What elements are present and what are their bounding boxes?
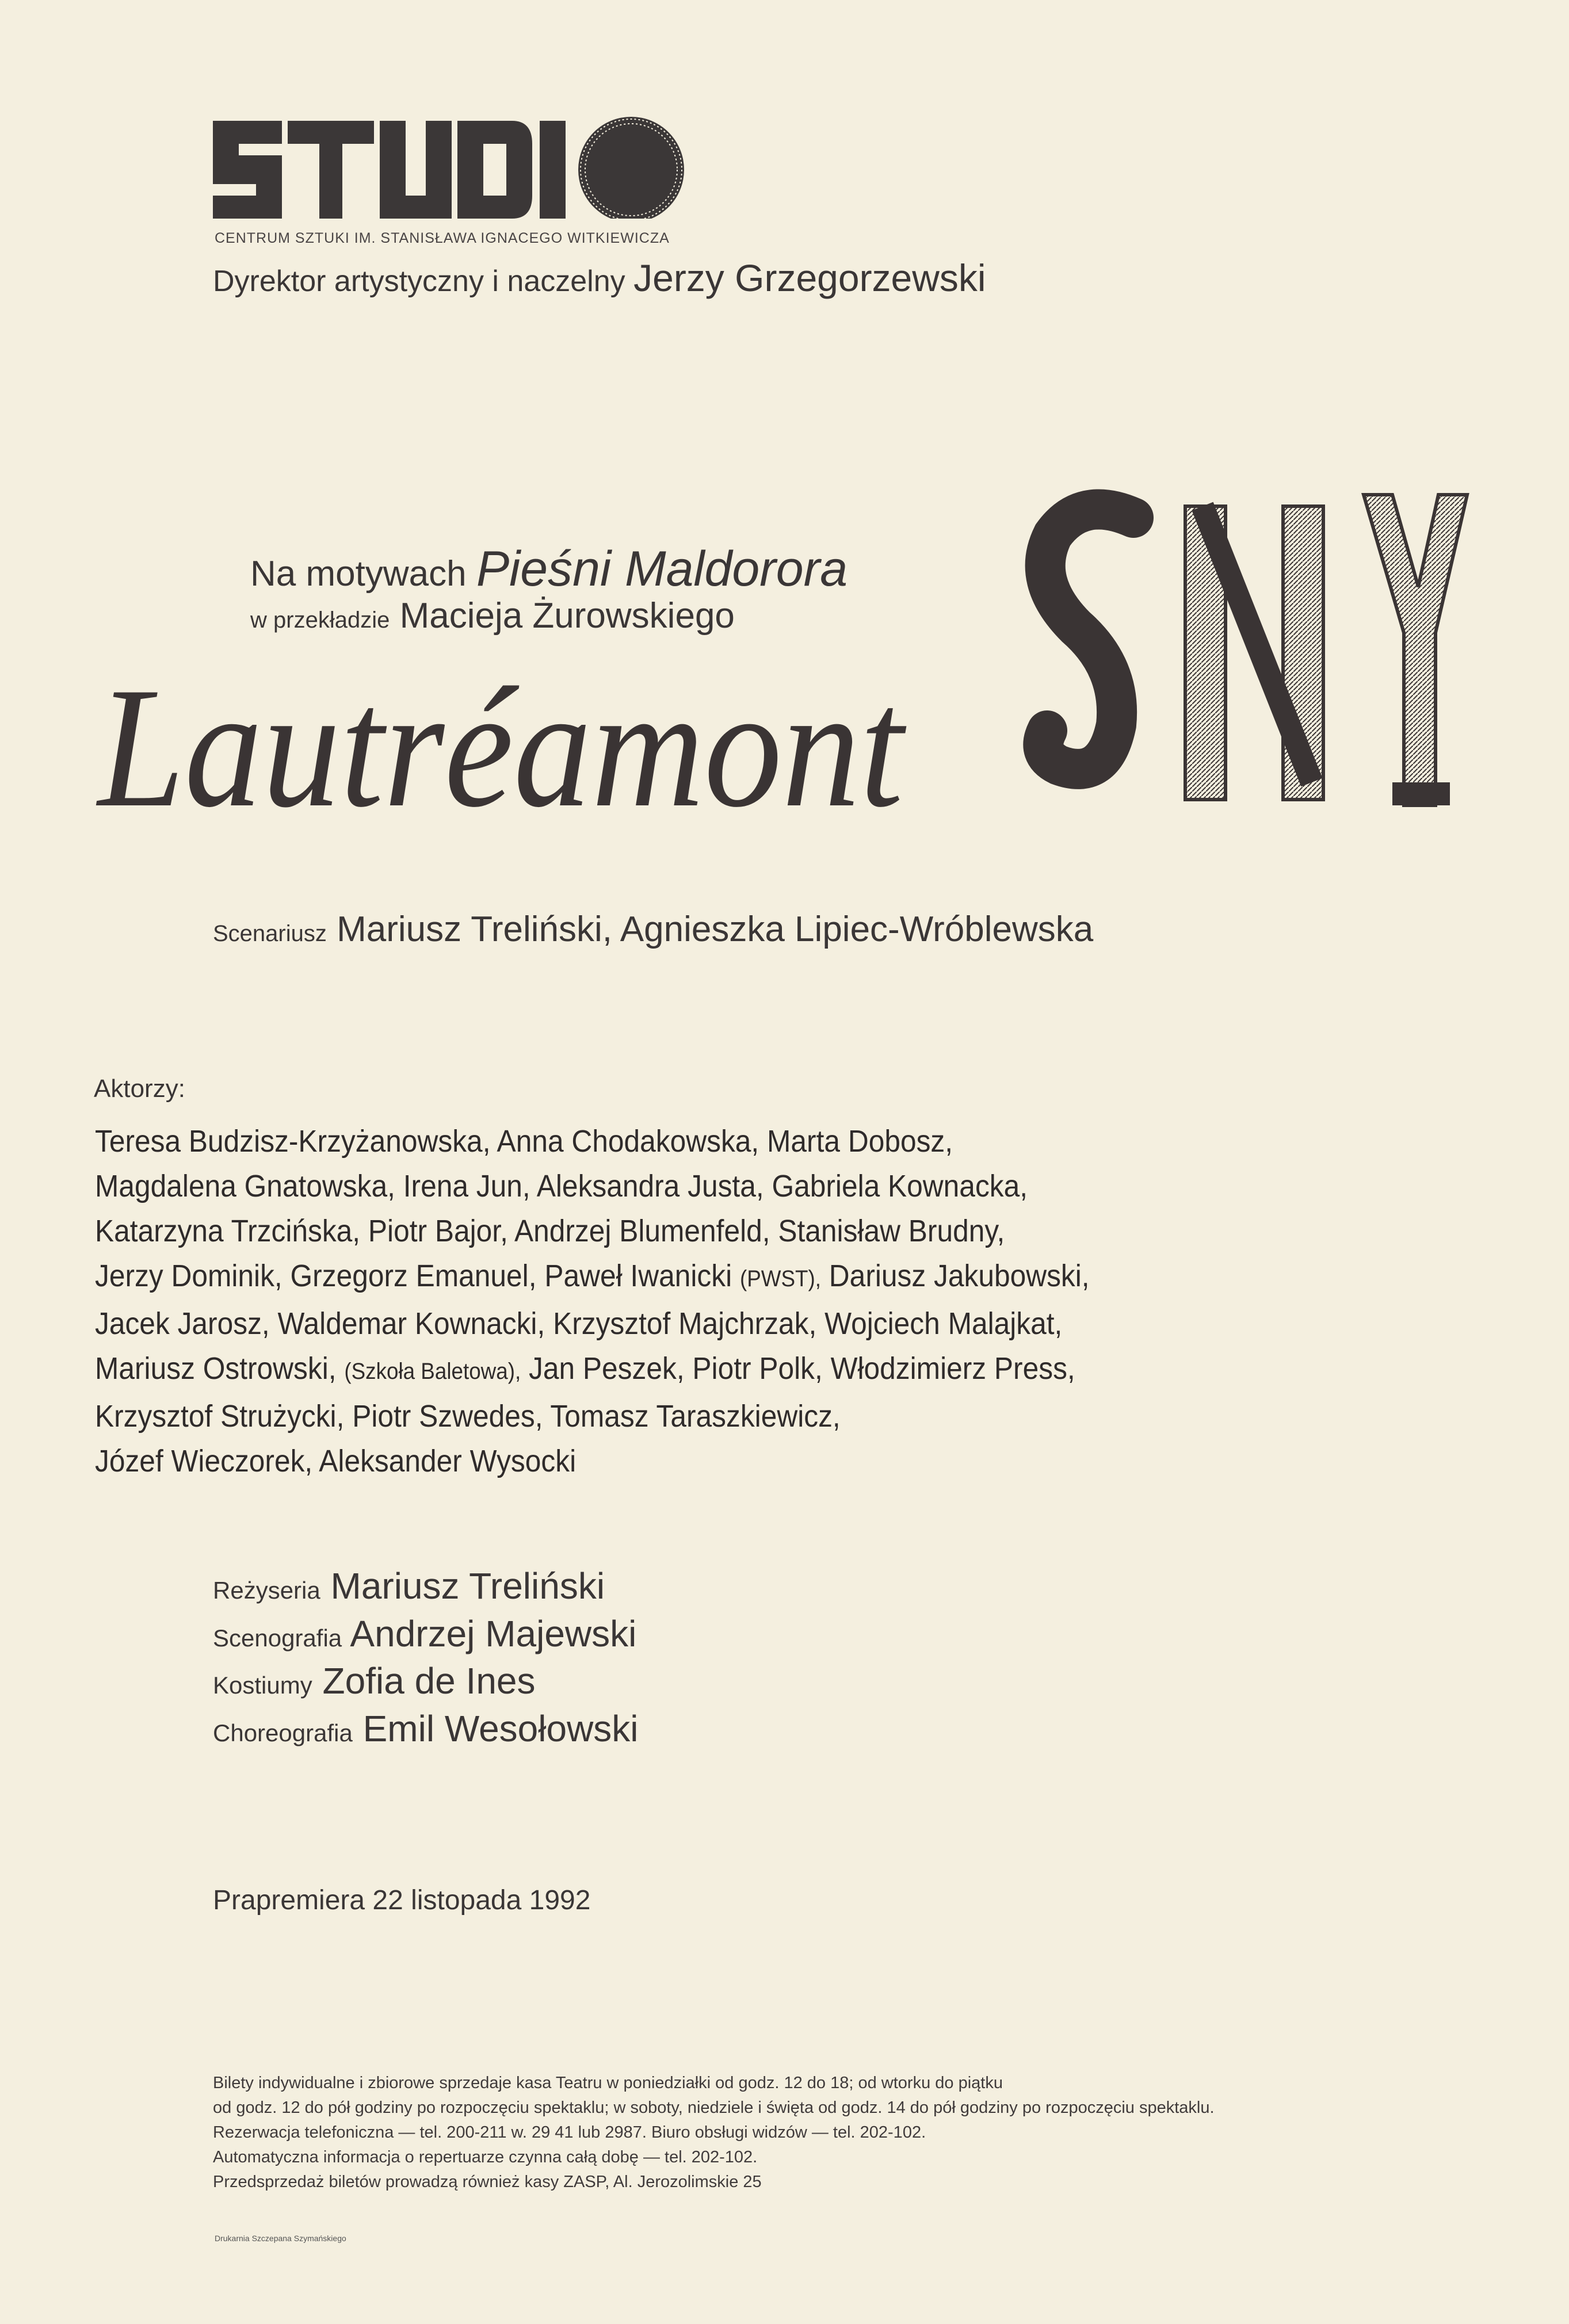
script-label: Scenariusz <box>213 921 327 946</box>
play-title-sny <box>1013 483 1484 817</box>
author-title <box>92 621 921 828</box>
credit-scenography <box>213 1612 636 1655</box>
credit-costumes <box>213 1660 536 1702</box>
credit-name: Andrzej Majewski <box>350 1613 637 1654</box>
actors-line: Teresa Budzisz-Krzyżanowska, Anna Chodakowska, Marta Dobosz, <box>95 1124 953 1159</box>
author-text: Lautréamont <box>95 652 909 828</box>
credit-role: Kostiumy <box>213 1672 312 1699</box>
ticket-line: Przedsprzedaż biletów prowadzą również kasy ZASP, Al. Jerozolimskie 25 <box>213 2173 762 2191</box>
actors-line: Krzysztof Strużycki, Piotr Szwedes, Tomasz Taraszkiewicz, <box>95 1399 841 1434</box>
premiere-date: Prapremiera 22 listopada 1992 <box>213 1885 591 1916</box>
actors-line-text: Mariusz Ostrowski, <box>95 1351 337 1386</box>
director-label: Dyrektor artystyczny i naczelny <box>213 265 625 298</box>
credit-role: Reżyseria <box>213 1577 320 1604</box>
actors-line-text: Jerzy Dominik, Grzegorz Emanuel, Paweł Iwanicki <box>95 1259 732 1293</box>
actors-label: Aktorzy: <box>94 1075 185 1103</box>
actors-line: Magdalena Gnatowska, Irena Jun, Aleksandra Justa, Gabriela Kownacka, <box>95 1169 1028 1203</box>
printer-credit: Drukarnia Szczepana Szymańskiego <box>215 2234 346 2243</box>
actors-line: Katarzyna Trzcińska, Piotr Bajor, Andrzej Blumenfeld, Stanisław Brudny, <box>95 1214 1005 1248</box>
letter-y-illustration <box>1364 495 1467 805</box>
director-name: Jerzy Grzegorzewski <box>633 257 986 299</box>
ticket-line: Bilety indywidualne i zbiorowe sprzedaje kasa Teatru w poniedziałki od godz. 12 do 18; od wtorku do piątku <box>213 2074 1003 2092</box>
translation-label: w przekładzie <box>250 607 390 633</box>
credit-choreography <box>213 1707 639 1750</box>
credit-name: Zofia de Ines <box>322 1660 536 1702</box>
ticket-info <box>213 2071 1215 2195</box>
script-names: Mariusz Treliński, Agnieszka Lipiec-Wróblewska <box>337 909 1094 949</box>
motif-prefix: Na motywach <box>250 554 467 594</box>
credit-direction <box>213 1565 605 1607</box>
motif-line <box>250 541 848 598</box>
actors-line: Józef Wieczorek, Aleksander Wysocki <box>95 1444 577 1478</box>
actors-line <box>95 1346 1392 1394</box>
credit-name: Emil Wesołowski <box>362 1708 639 1749</box>
actors-line: Jacek Jarosz, Waldemar Kownacki, Krzysztof Majchrzak, Wojciech Malajkat, <box>95 1306 1063 1341</box>
ticket-line: Rezerwacja telefoniczna — tel. 200-211 w. 29 41 lub 2987. Biuro obsługi widzów — tel. 202-102. <box>213 2123 926 2142</box>
translator-name: Macieja Żurowskiego <box>399 596 735 636</box>
institution-name: CENTRUM SZTUKI IM. STANISŁAWA IGNACEGO WITKIEWICZA <box>215 230 670 246</box>
actors-line-text: Jan Peszek, Piotr Polk, Włodzimierz Press, <box>528 1351 1075 1386</box>
ballet-note: (Szkoła Baletowa), <box>344 1359 521 1384</box>
credit-role: Scenografia <box>213 1624 342 1652</box>
ticket-line: Automatyczna informacja o repertuarze czynna całą dobę — tel. 202-102. <box>213 2148 758 2166</box>
letter-n-illustration <box>1185 506 1323 800</box>
ticket-line: od godz. 12 do pół godziny po rozpoczęciu spektaklu; w soboty, niedziele i święta od godz. 14 do pół godziny po rozpoczęciu spektaklu. <box>213 2099 1215 2117</box>
actors-line <box>95 1253 1392 1301</box>
credit-role: Choreografia <box>213 1719 353 1746</box>
studio-logo <box>213 109 742 219</box>
motif-work: Pieśni Maldorora <box>476 541 848 597</box>
director-line <box>213 256 986 300</box>
pwst-note: (PWST), <box>739 1266 821 1291</box>
actors-list <box>95 1119 1505 1484</box>
credit-name: Mariusz Treliński <box>330 1565 605 1607</box>
actors-line-text: Dariusz Jakubowski, <box>829 1259 1090 1293</box>
script-credit <box>213 909 1093 950</box>
